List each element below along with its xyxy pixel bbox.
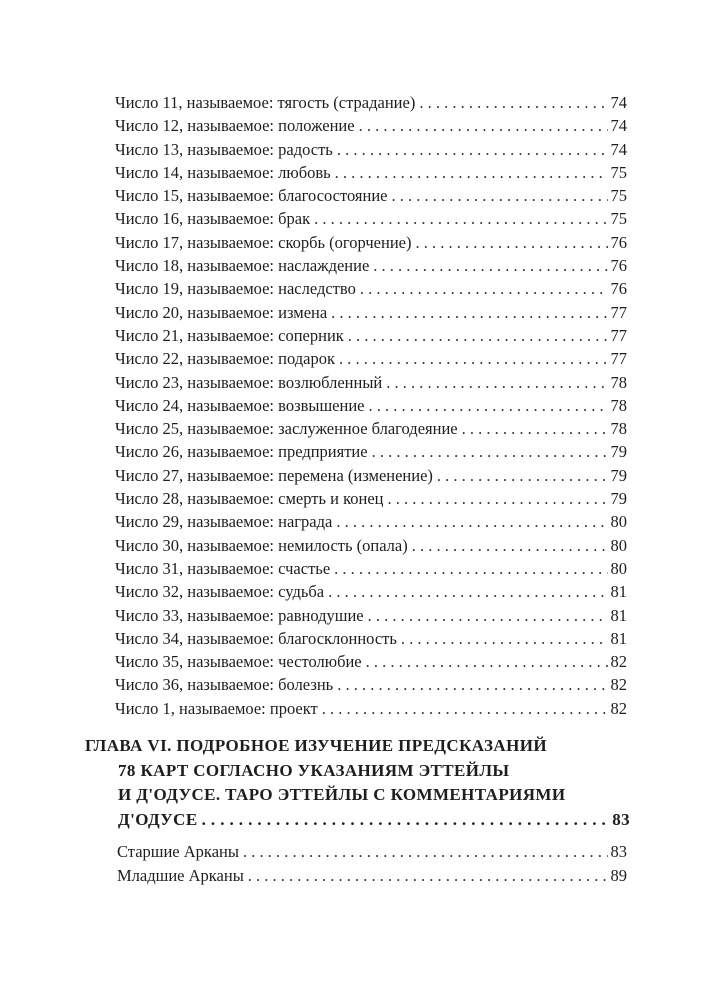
dot-leader xyxy=(368,604,608,627)
toc-entry-label: Число 1, называемое: проект xyxy=(115,698,318,718)
dot-leader xyxy=(372,440,608,463)
toc-entry xyxy=(115,557,627,580)
toc-entry-label: Число 18, называемое: наслаждение xyxy=(115,256,370,276)
toc-entry-label: Число 11, называемое: тягость (страдание) xyxy=(115,93,416,112)
toc-entry xyxy=(115,301,627,324)
toc-entry-page: 75 xyxy=(610,209,627,229)
toc-entry-label: Число 12, называемое: положение xyxy=(115,116,355,136)
toc-entry-page: 76 xyxy=(610,256,627,276)
toc-entry-label: Число 29, называемое: награда xyxy=(115,512,333,532)
chapter-title-line: 78 КАРТ СОГЛАСНО УКАЗАНИЯМ ЭТТЕЙЛЫ xyxy=(118,760,510,780)
toc-entry xyxy=(115,394,627,417)
toc-entry-page: 78 xyxy=(610,419,627,439)
dot-leader xyxy=(412,534,608,557)
toc-entry xyxy=(115,114,627,137)
toc-entry xyxy=(115,371,627,394)
toc-entry xyxy=(115,487,627,510)
toc-entry-label: Число 34, называемое: благосклонность xyxy=(115,628,397,648)
toc-entry xyxy=(115,254,627,277)
toc-entry-label: Число 32, называемое: судьба xyxy=(115,582,325,602)
toc-entry xyxy=(115,534,627,557)
subsection-entry xyxy=(117,840,627,864)
dot-leader xyxy=(419,91,607,114)
toc-entry-page: 80 xyxy=(610,535,627,555)
subsection-label: Младшие Арканы xyxy=(117,866,244,885)
toc-entry-label: Число 15, называемое: благосостояние xyxy=(115,186,388,206)
toc-entries-list xyxy=(115,91,627,720)
dot-leader xyxy=(401,627,608,650)
subsection-label: Старшие Арканы xyxy=(117,842,239,861)
toc-entry-page: 79 xyxy=(610,465,627,485)
chapter-title-line: И Д'ОДУСЕ. ТАРО ЭТТЕЙЛЫ С КОММЕНТАРИЯМИ xyxy=(118,785,566,804)
toc-entry-label: Число 13, называемое: радость xyxy=(115,139,333,159)
toc-entry xyxy=(115,673,627,696)
dot-leader xyxy=(388,487,608,510)
chapter-page: 83 xyxy=(612,809,630,829)
dot-leader xyxy=(359,114,608,137)
dot-leader xyxy=(348,324,608,347)
subsection-page: 89 xyxy=(610,866,627,885)
dot-leader xyxy=(415,231,607,254)
toc-entry-page: 77 xyxy=(610,349,627,369)
dot-leader xyxy=(437,464,608,487)
toc-entry xyxy=(115,231,627,254)
toc-entry-page: 75 xyxy=(610,162,627,182)
toc-entry xyxy=(115,138,627,161)
toc-entry-page: 78 xyxy=(610,395,627,415)
toc-entry-page: 81 xyxy=(610,628,627,648)
dot-leader xyxy=(202,808,609,833)
chapter-title-last-line xyxy=(85,808,630,833)
toc-entry-page: 75 xyxy=(610,186,627,206)
dot-leader xyxy=(366,650,608,673)
toc-entry-label: Число 19, называемое: наследство xyxy=(115,279,356,299)
toc-entry xyxy=(115,184,627,207)
toc-entry-page: 81 xyxy=(610,605,627,625)
dot-leader xyxy=(334,557,607,580)
toc-entry-page: 76 xyxy=(610,232,627,252)
chapter-heading xyxy=(85,734,630,832)
dot-leader xyxy=(314,207,607,230)
toc-entry-label: Число 28, называемое: смерть и конец xyxy=(115,489,384,509)
toc-entry-page: 77 xyxy=(610,302,627,322)
toc-entry-page: 74 xyxy=(610,139,627,159)
toc-entry-label: Число 16, называемое: брак xyxy=(115,209,311,229)
toc-entry xyxy=(115,627,627,650)
toc-entry-label: Число 27, называемое: перемена (изменение) xyxy=(115,465,433,485)
toc-entry xyxy=(115,510,627,533)
toc-entry-label: Число 36, называемое: болезнь xyxy=(115,675,334,695)
toc-entry-label: Число 31, называемое: счастье xyxy=(115,558,331,578)
dot-leader xyxy=(337,673,607,696)
chapter-subsections-list xyxy=(117,840,627,888)
dot-leader xyxy=(322,697,608,720)
toc-entry-page: 74 xyxy=(610,116,627,136)
toc-entry-page: 80 xyxy=(610,558,627,578)
toc-entry-page: 82 xyxy=(610,652,627,672)
toc-entry-page: 77 xyxy=(610,325,627,345)
toc-entry-page: 78 xyxy=(610,372,627,392)
toc-entry xyxy=(115,440,627,463)
toc-entry-page: 81 xyxy=(610,582,627,602)
toc-entry-label: Число 25, называемое: заслуженное благодеяние xyxy=(115,419,458,439)
toc-entry-label: Число 17, называемое: скорбь (огорчение) xyxy=(115,232,412,252)
toc-entry xyxy=(115,324,627,347)
chapter-title-line: ГЛАВА VI. ПОДРОБНОЕ ИЗУЧЕНИЕ ПРЕДСКАЗАНИЙ xyxy=(85,736,547,755)
toc-entry xyxy=(115,464,627,487)
toc-entry-page: 80 xyxy=(610,512,627,532)
dot-leader xyxy=(373,254,607,277)
toc-entry xyxy=(115,207,627,230)
dot-leader xyxy=(336,510,607,533)
toc-entry xyxy=(115,580,627,603)
toc-entry-page: 82 xyxy=(610,698,627,718)
dot-leader xyxy=(337,138,608,161)
toc-entry-label: Число 33, называемое: равнодушие xyxy=(115,605,364,625)
dot-leader xyxy=(331,301,607,324)
dot-leader xyxy=(335,161,608,184)
toc-entry-label: Число 35, называемое: честолюбие xyxy=(115,652,362,672)
toc-entry xyxy=(115,417,627,440)
dot-leader xyxy=(360,277,608,300)
chapter-title-line: Д'ОДУСЕ xyxy=(118,809,198,829)
toc-entry-label: Число 20, называемое: измена xyxy=(115,302,328,322)
subsection-page: 83 xyxy=(610,842,627,861)
dot-leader xyxy=(243,840,608,864)
toc-entry-page: 74 xyxy=(610,93,627,112)
toc-entry-page: 76 xyxy=(610,279,627,299)
toc-entry xyxy=(115,91,627,114)
dot-leader xyxy=(368,394,607,417)
toc-entry xyxy=(115,277,627,300)
toc-entry-label: Число 14, называемое: любовь xyxy=(115,162,331,182)
dot-leader xyxy=(339,347,608,370)
toc-entry-label: Число 30, называемое: немилость (опала) xyxy=(115,535,408,555)
toc-entry-page: 79 xyxy=(610,442,627,462)
dot-leader xyxy=(386,371,607,394)
toc-entry xyxy=(115,347,627,370)
dot-leader xyxy=(392,184,608,207)
dot-leader xyxy=(328,580,607,603)
toc-entry xyxy=(115,161,627,184)
toc-entry xyxy=(115,604,627,627)
toc-entry xyxy=(115,650,627,673)
subsection-entry xyxy=(117,864,627,888)
toc-entry-label: Число 22, называемое: подарок xyxy=(115,349,335,369)
toc-entry-page: 79 xyxy=(610,489,627,509)
toc-entry-label: Число 26, называемое: предприятие xyxy=(115,442,368,462)
toc-entry xyxy=(115,697,627,720)
toc-entry-label: Число 24, называемое: возвышение xyxy=(115,395,365,415)
dot-leader xyxy=(248,864,608,888)
dot-leader xyxy=(462,417,608,440)
toc-entry-page: 82 xyxy=(610,675,627,695)
toc-entry-label: Число 21, называемое: соперник xyxy=(115,325,344,345)
toc-entry-label: Число 23, называемое: возлюбленный xyxy=(115,372,383,392)
